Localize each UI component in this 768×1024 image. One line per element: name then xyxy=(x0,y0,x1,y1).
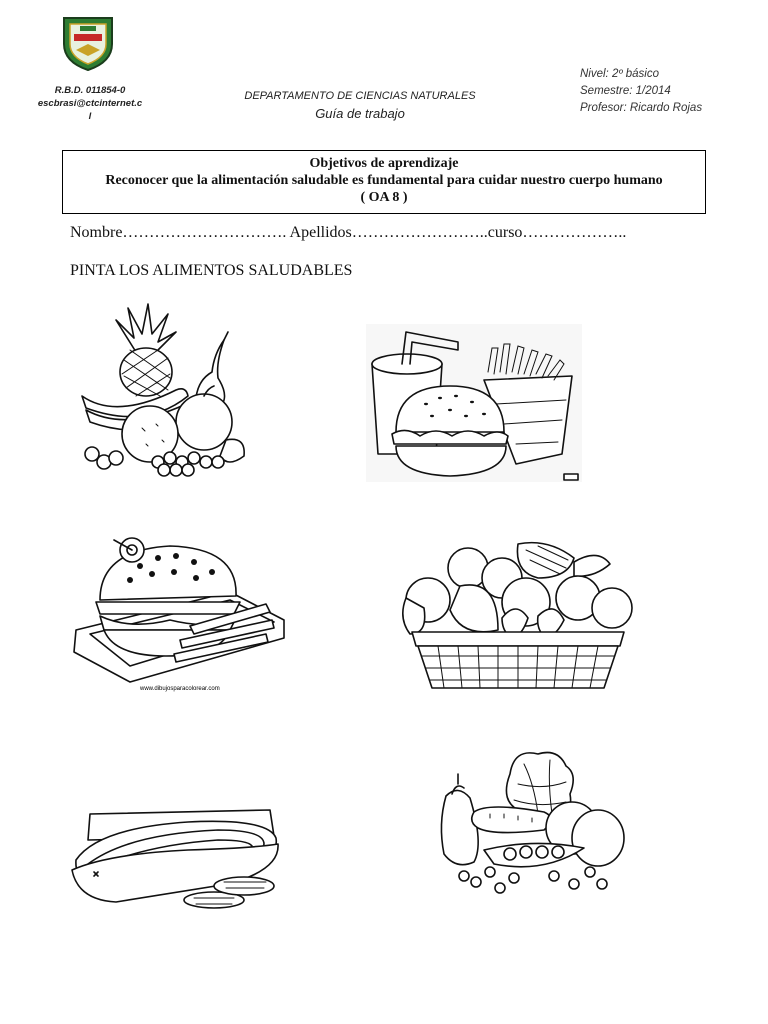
fruit-basket-icon[interactable] xyxy=(398,538,638,690)
school-email-wrap: l xyxy=(88,111,92,122)
burger-plate-icon[interactable] xyxy=(70,534,288,694)
teacher-label: Profesor: Ricardo Rojas xyxy=(580,102,703,114)
objectives-code: ( OA 8 ) xyxy=(360,190,408,205)
svg-text:www.dibujosparacolorear.com: www.dibujosparacolorear.com xyxy=(140,686,220,692)
hotdog-icon[interactable] xyxy=(68,804,286,914)
school-info xyxy=(30,84,150,123)
vegetables-icon[interactable] xyxy=(434,744,628,900)
semester-label: Semestre: 1/2014 xyxy=(580,85,671,97)
document-heading xyxy=(210,88,510,123)
instruction-text: PINTA LOS ALIMENTOS SALUDABLES xyxy=(70,262,353,279)
objectives-text: Reconocer que la alimentación saludable es fundamental para cuidar nuestro cuerpo humano xyxy=(105,173,663,188)
student-name-line[interactable]: Nombre…………………………. Apellidos……………………..curso……………….. xyxy=(70,224,627,241)
school-crest-logo xyxy=(60,14,116,72)
guide-title: Guía de trabajo xyxy=(315,106,405,121)
course-info xyxy=(580,66,750,117)
school-id: R.B.D. 011854-0 xyxy=(54,85,126,96)
objectives-box xyxy=(62,150,706,214)
department-title: DEPARTAMENTO DE CIENCIAS NATURALES xyxy=(244,90,476,102)
school-email: escbrasi@ctcinternet.c xyxy=(37,98,143,109)
fruit-bowl-icon[interactable] xyxy=(76,300,252,478)
level-label: Nivel: 2º básico xyxy=(580,68,659,80)
burger-fries-drink-icon[interactable] xyxy=(366,324,582,482)
objectives-title: Objetivos de aprendizaje xyxy=(309,156,459,171)
